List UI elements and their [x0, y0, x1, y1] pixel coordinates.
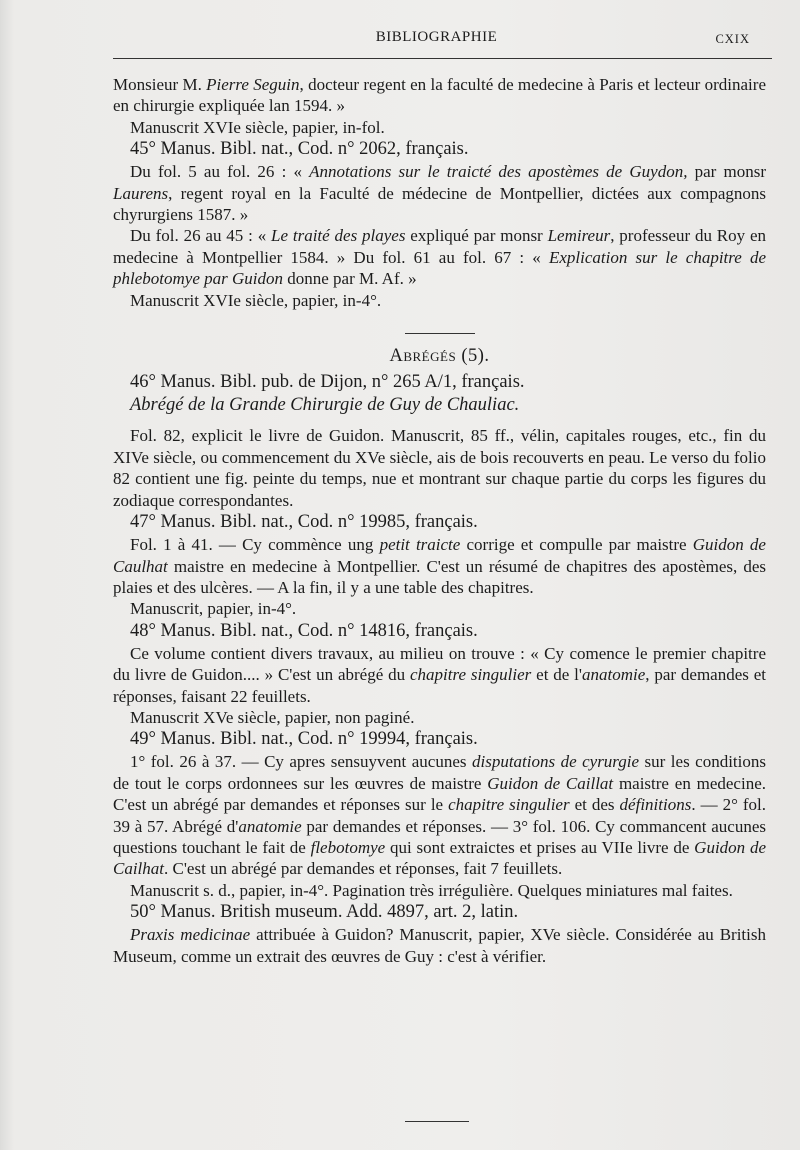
text-run: attribuée à Guidon? Manuscrit, papier, XVe siècle. Considérée au British Museum, comme un extrait des œuvres de Guy : c'est à vérifier. [113, 925, 766, 966]
italic-run: anatomie [238, 816, 302, 836]
paragraph-entry-50 [113, 924, 766, 967]
text-run: donne par M. Af. » [282, 269, 417, 289]
italic-run: anatomie [581, 665, 646, 685]
italic-run: petit traicte [379, 535, 461, 555]
paragraph-seguin [113, 74, 766, 117]
text-run: par monsr [687, 162, 766, 182]
text-run: Ce volume contient divers travaux, au milieu on trouve : « Cy comence le premier chapitre du livre de Guidon.... » C'est un abrégé du [113, 643, 766, 685]
paragraph-entry-46: Fol. 82, explicit le livre de Guidon. Manuscrit, 85 ff., vélin, capitales rouges, etc., fin du XIVe siècle, ou commencement du XVe siècle, ais de bois recouverts en peau. Le verso du folio 82 contient une fig. peinte du temps, nue et montrant sur chaque partie du corps les figures du zodiaque correspondantes. [113, 426, 766, 510]
text-run: , professeur du Roy en medecine à Montpellier 1584. » Du fol. 61 au fol. 67 : « [113, 226, 766, 267]
text-run: corrige et compulle par maistre [460, 535, 693, 555]
text-run: 1° fol. 26 à 37. — Cy apres sensuyvent aucunes [130, 752, 472, 772]
text-run: Fol. 1 à 41. — Cy commènce ung [130, 535, 380, 555]
entry-50-heading: 50° Manus. British museum. Add. 4897, art. 2, latin. [130, 902, 519, 923]
paragraph-entry-45-manuscript: Manuscrit XVIe siècle, papier, in-4°. [130, 290, 382, 310]
italic-run: Guidon de Cailhat [113, 837, 766, 879]
section-title: Abrégés [389, 346, 457, 367]
italic-run: flebotomye [310, 837, 386, 857]
text-run: , par demandes et réponses, faisant 22 feuillets. [113, 665, 767, 706]
entry-49-heading: 49° Manus. Bibl. nat., Cod. n° 19994, français. [130, 729, 478, 750]
paragraph-entry-45-a [113, 161, 766, 225]
page-folio: CXIX [715, 32, 750, 46]
paragraph-entry-48 [113, 643, 766, 707]
italic-run: définitions [619, 795, 692, 815]
text-run: maistre en medecine. C'est un abrégé par demandes et réponses sur le [113, 773, 766, 815]
text-run: et de l' [531, 665, 582, 685]
italic-run: Guidon de Caulhat [113, 535, 766, 576]
entry-45-heading: 45° Manus. Bibl. nat., Cod. n° 2062, français. [130, 139, 469, 160]
text-run: Du fol. 26 au 45 : « [130, 226, 272, 246]
text-run: Monsieur M. [113, 75, 207, 94]
running-title: BIBLIOGRAPHIE [375, 29, 498, 45]
italic-run: Laurens [113, 183, 169, 203]
text-run: , regent royal en la Faculté de médecine de Montpellier, dictées aux compagnons chyrurgiens 1587. » [113, 183, 766, 225]
text-run: Du fol. 5 au fol. 26 : « [130, 162, 310, 182]
italic-run: Annotations sur le traicté des apostèmes de Guydon, [309, 162, 688, 182]
text-run: maistre en medecine à Montpellier. C'est un résumé de chapitres des apostèmes, des plaies et des ulcères. — A la fin, il y a une table des chapitres. [113, 556, 766, 597]
running-header [113, 26, 760, 50]
text-run: . C'est un abrégé par demandes et réponses, fait 7 feuillets. [164, 859, 563, 879]
italic-run: Abrégé de la Grande Chirurgie de Guy de Chauliac. [130, 395, 520, 416]
text-run: , docteur regent en la faculté de medecine à Paris et lecteur ordinaire en chirurgie expliquée lan 1594. » [113, 75, 766, 116]
text-run: . — 2° fol. 39 à 57. Abrégé d' [113, 795, 767, 836]
paragraph-entry-49 [113, 751, 766, 879]
text-run: sur les conditions de tout le corps ordonnees sur les œuvres de maistre [113, 752, 766, 793]
paragraph-entry-49-manuscript: Manuscrit s. d., papier, in-4°. Pagination très irrégulière. Quelques miniatures mal faites. [130, 880, 733, 900]
entry-47-heading: 47° Manus. Bibl. nat., Cod. n° 19985, français. [130, 512, 478, 533]
paragraph-entry-48-manuscript: Manuscrit XVe siècle, papier, non paginé. [130, 707, 415, 727]
text-run: par demandes et réponses. — 3° fol. 106. Cy commancent aucunes questions touchant le fait de [113, 816, 766, 857]
bottom-divider [405, 1121, 469, 1122]
entry-46-heading: 46° Manus. Bibl. pub. de Dijon, n° 265 A/1, français. [130, 372, 525, 393]
italic-run: Explication sur le chapitre de phlebotomye par Guidon [113, 247, 767, 289]
header-rule [113, 58, 772, 59]
italic-run: chapitre singulier [409, 665, 532, 685]
italic-run: Praxis medicinae [130, 925, 251, 945]
paragraph-entry-47 [113, 534, 766, 598]
italic-run: Pierre Seguin [206, 75, 300, 94]
text-run: et des [569, 795, 620, 815]
paragraph-manuscript-note: Manuscrit XVIe siècle, papier, in-fol. [130, 117, 385, 137]
italic-run: chapitre singulier [448, 795, 570, 815]
italic-run: Le traité des playes [271, 226, 406, 246]
italic-run: disputations de cyrurgie [471, 752, 640, 772]
page-body [113, 74, 766, 967]
section-heading-abreges [113, 346, 766, 367]
italic-run: Lemireur [547, 226, 611, 246]
paragraph-entry-45-b [113, 225, 766, 289]
section-count: (5). [456, 346, 490, 367]
paragraph-entry-47-manuscript: Manuscrit, papier, in-4°. [130, 599, 297, 619]
text-run: qui sont extraictes et prises au VIIe livre de [385, 837, 695, 857]
section-divider [405, 333, 475, 334]
italic-run: Guidon de Caillat [487, 773, 614, 793]
text-run: expliqué par monsr [405, 226, 548, 246]
entry-46-subtitle [113, 394, 766, 417]
entry-48-heading: 48° Manus. Bibl. nat., Cod. n° 14816, français. [130, 620, 478, 641]
